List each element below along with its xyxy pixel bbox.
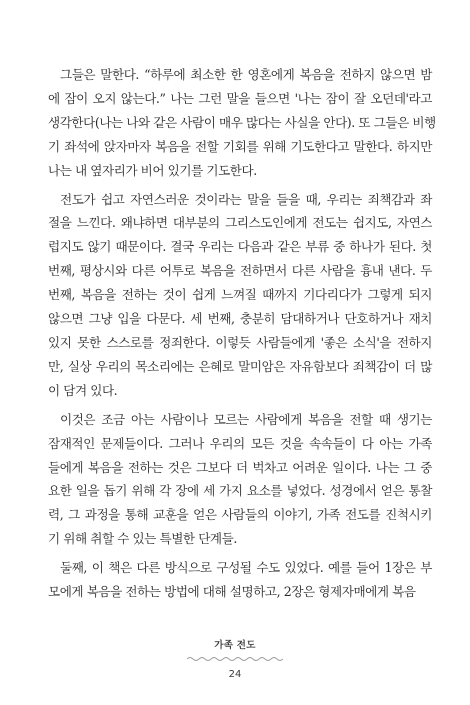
paragraph: [48, 556, 432, 604]
paragraph: [48, 188, 432, 403]
text-line: 력, 그 과정을 통해 교훈을 얻은 사람들의 이야기, 가족 전도를 진척시키: [48, 507, 432, 523]
text-line: 있지 못한 스스로를 정죄한다. 이렇듯 사람들에게 '좋은 소식'을 전하지: [48, 334, 432, 350]
paragraph: [48, 408, 432, 551]
text-line: 잠재적인 문제들이다. 그러나 우리의 모든 것을 속속들이 다 아는 가족: [48, 435, 432, 451]
text-line: 절을 느낀다. 왜냐하면 대부분의 그리스도인에게 전도는 쉽지도, 자연스: [48, 215, 432, 231]
text-line: 않으면 그냥 입을 다문다. 세 번째, 충분히 담대하거나 단호하거나 재치: [48, 311, 432, 327]
text-line: 기 좌석에 앉자마자 복음을 전할 기회를 위해 기도한다고 말한다. 하지만: [48, 138, 432, 154]
wavy-divider-icon: [187, 655, 283, 663]
text-line: 나는 내 옆자리가 비어 있기를 기도한다.: [48, 162, 257, 178]
text-line: 그들은 말한다. “하루에 최소한 한 영혼에게 복음을 전하지 않으면 밤: [60, 67, 432, 82]
text-line: 에 잠이 오지 않는다.” 나는 그런 말을 들으면 '나는 잠이 잘 오던데'라고: [48, 90, 432, 106]
book-page-body: [48, 63, 436, 604]
page-footer: [0, 637, 470, 680]
text-line: 요한 일을 돕기 위해 각 장에 세 가지 요소를 넣었다. 성경에서 얻은 통찰: [48, 483, 432, 499]
text-line: 들에게 복음을 전하는 것은 그보다 더 벅차고 어려운 일이다. 나는 그 중: [48, 459, 432, 475]
text-line: 기 위해 취할 수 있는 특별한 단계들.: [48, 531, 237, 547]
text-line: 모에게 복음을 전하는 방법에 대해 설명하고, 2장은 형제자매에게 복음: [48, 584, 416, 600]
text-line: 이 담겨 있다.: [48, 382, 118, 398]
text-line: 럽지도 않기 때문이다. 결국 우리는 다음과 같은 부류 중 하나가 된다. 첫: [48, 239, 432, 255]
text-line: 번째, 평상시와 다른 어투로 복음을 전하면서 다른 사람을 흉내 낸다. 두: [48, 263, 432, 279]
text-line: 이것은 조금 아는 사람이나 모르는 사람에게 복음을 전할 때 생기는: [60, 411, 432, 427]
running-title: 가족 전도: [214, 640, 256, 651]
text-line: 생각한다(나는 나와 같은 사람이 매우 많다는 사실을 안다). 또 그들은 비행: [48, 114, 436, 130]
text-line: 번째, 복음을 전하는 것이 쉽게 느껴질 때까지 기다리다가 그렇게 되지: [48, 287, 432, 303]
paragraph: [48, 63, 436, 183]
text-line: 전도가 쉽고 자연스러운 것이라는 말을 들을 때, 우리는 죄책감과 좌: [60, 191, 432, 207]
text-line: 둘째, 이 책은 다른 방식으로 구성될 수도 있었다. 예를 들어 1장은 부: [60, 560, 432, 576]
text-line: 만, 실상 우리의 목소리에는 은혜로 말미암은 자유함보다 죄책감이 더 많: [48, 358, 432, 374]
page-number: 24: [228, 669, 242, 680]
